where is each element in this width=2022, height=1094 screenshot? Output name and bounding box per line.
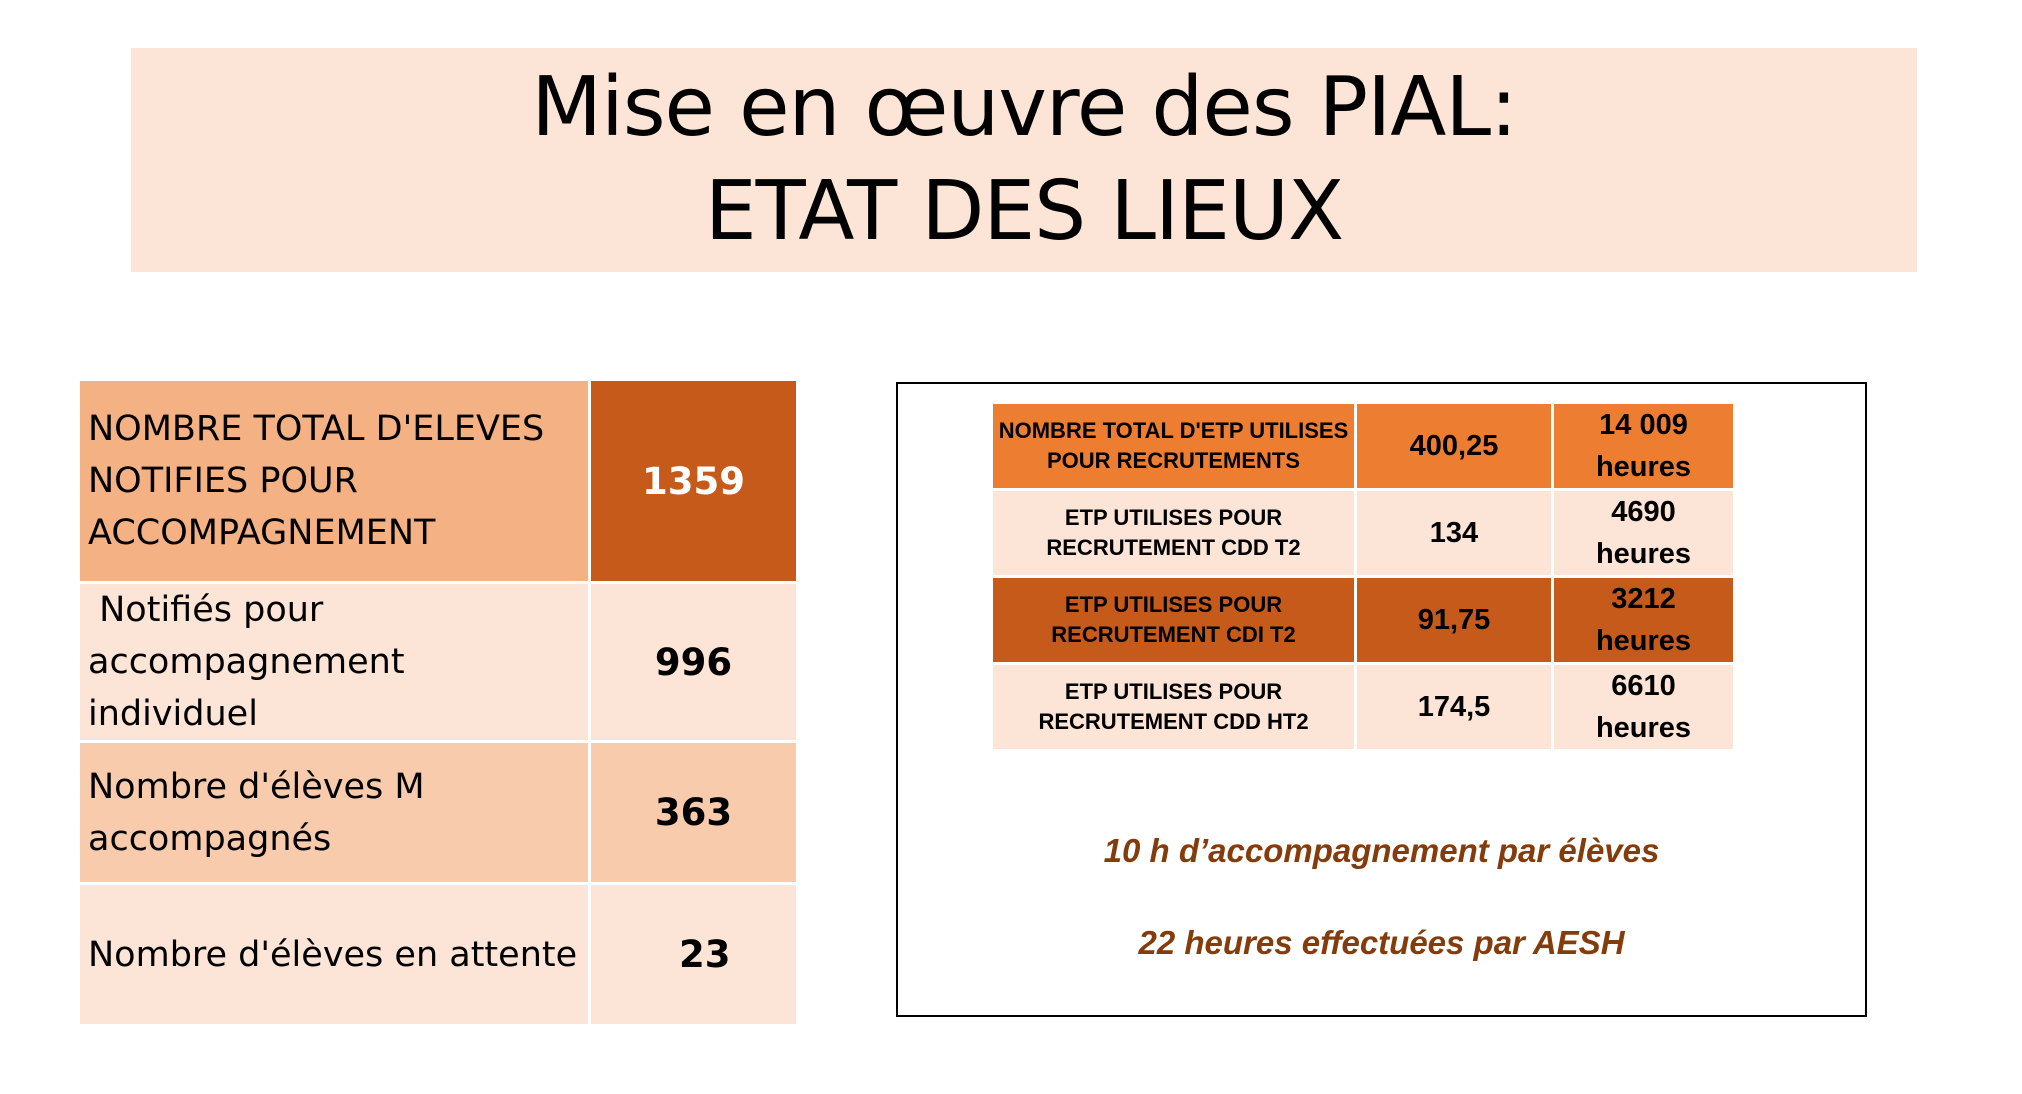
table-row — [80, 381, 799, 584]
etp-row-hours-cdd-ht2 — [1554, 665, 1736, 752]
row-label-total-students: NOMBRE TOTAL D'ELEVES NOTIFIES POUR ACCOMPAGNEMENT — [80, 381, 591, 584]
row-value-individual: 996 — [591, 584, 799, 743]
etp-row-value-cdd-ht2: 174,5 — [1357, 665, 1554, 752]
note-hours-per-aesh: 22 heures effectuées par AESH — [1138, 924, 1625, 961]
row-value-total-students: 1359 — [591, 381, 799, 584]
etp-row-value-total: 400,25 — [1357, 404, 1554, 491]
etp-row-label-total: NOMBRE TOTAL D'ETP UTILISES POUR RECRUTEMENTS — [993, 404, 1357, 491]
table-row — [993, 665, 1736, 752]
etp-row-label-cdd-t2: ETP UTILISES POUR RECRUTEMENT CDD T2 — [993, 491, 1357, 578]
etp-row-hours-cdi-t2 — [1554, 578, 1736, 665]
students-table — [80, 381, 799, 1027]
row-value-mutualised: 363 — [591, 743, 799, 885]
hours-unit: heures — [1595, 538, 1692, 570]
row-label-individual: Notifiés pour accompagnement individuel — [80, 584, 591, 743]
hours-unit: heures — [1595, 625, 1692, 657]
hours-value: 6610 — [1611, 670, 1676, 702]
etp-panel — [896, 382, 1867, 1017]
hours-unit: heures — [1595, 451, 1692, 483]
hours-value: 3212 — [1611, 583, 1676, 615]
hours-value: 4690 — [1611, 496, 1676, 528]
etp-table — [993, 404, 1736, 752]
table-row — [80, 584, 799, 743]
table-row — [80, 743, 799, 885]
table-row — [80, 885, 799, 1027]
table-row — [993, 491, 1736, 578]
page-title-line-1: Mise en œuvre des PIAL: — [531, 60, 1517, 155]
etp-row-label-cdi-t2: ETP UTILISES POUR RECRUTEMENT CDI T2 — [993, 578, 1357, 665]
hours-value: 14 009 — [1599, 409, 1688, 441]
note-hours-per-student: 10 h d’accompagnement par élèves — [1103, 832, 1660, 869]
title-banner — [131, 48, 1917, 272]
row-value-waiting: 23 — [591, 885, 799, 1027]
page-title-line-2: ETAT DES LIEUX — [704, 164, 1344, 259]
row-label-mutualised: Nombre d'élèves M accompagnés — [80, 743, 591, 885]
etp-row-value-cdd-t2: 134 — [1357, 491, 1554, 578]
hours-unit: heures — [1595, 712, 1692, 744]
table-row — [993, 404, 1736, 491]
row-label-waiting: Nombre d'élèves en attente — [80, 885, 591, 1027]
etp-row-hours-cdd-t2 — [1554, 491, 1736, 578]
table-row — [993, 578, 1736, 665]
etp-row-hours-total — [1554, 404, 1736, 491]
etp-row-value-cdi-t2: 91,75 — [1357, 578, 1554, 665]
etp-row-label-cdd-ht2: ETP UTILISES POUR RECRUTEMENT CDD HT2 — [993, 665, 1357, 752]
